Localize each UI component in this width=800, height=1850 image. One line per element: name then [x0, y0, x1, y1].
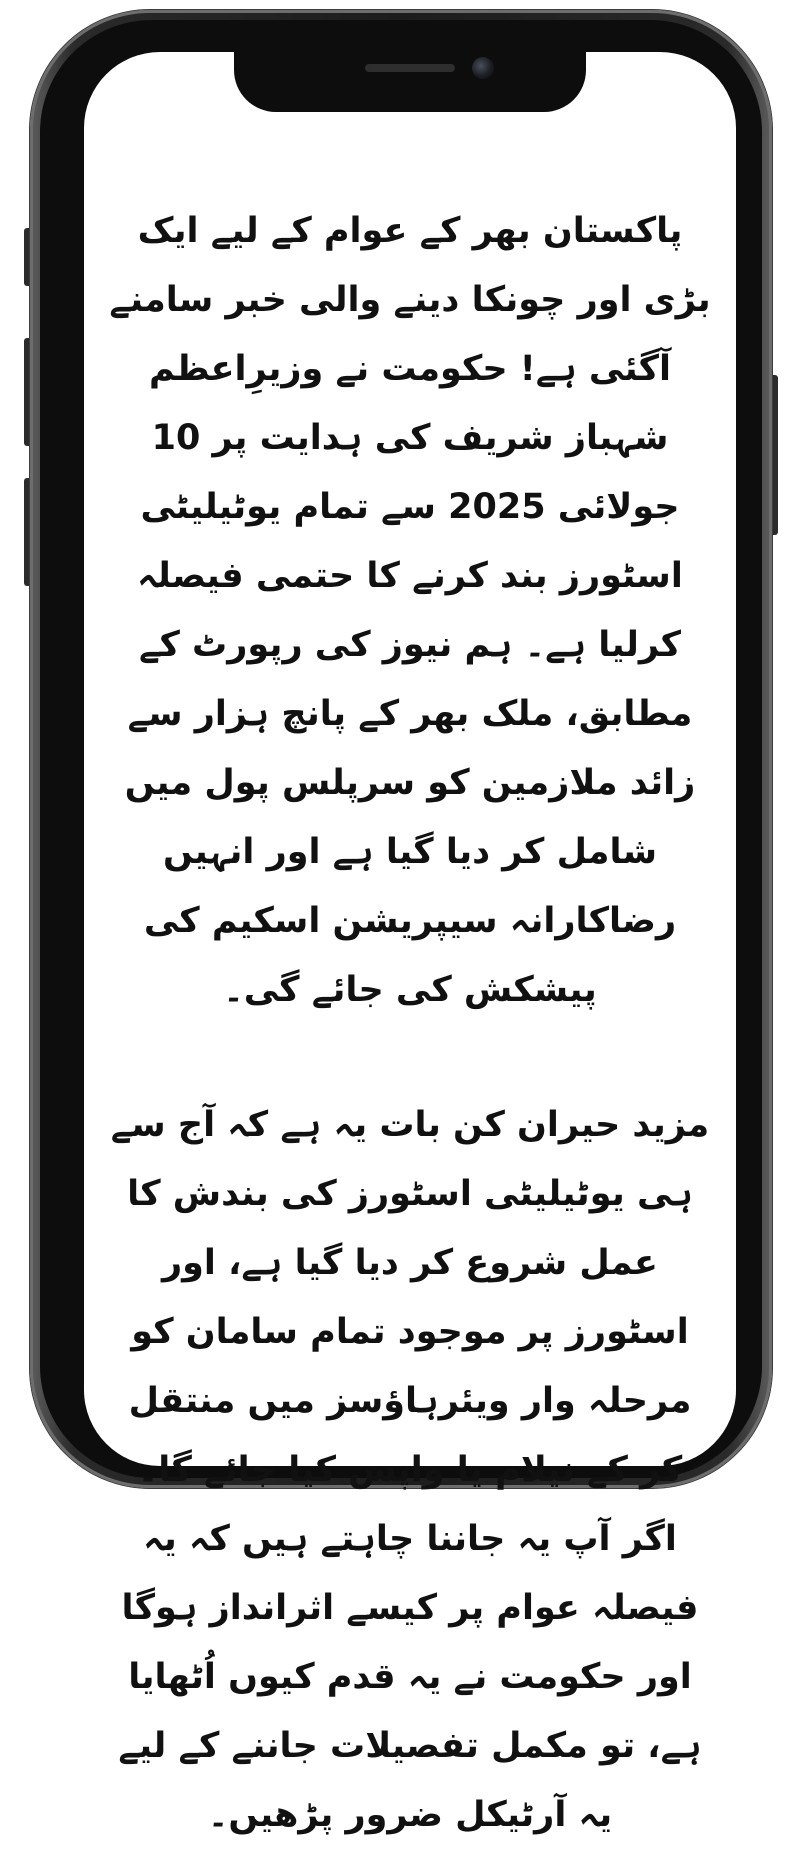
phone-screen — [84, 52, 736, 1835]
notch — [234, 50, 586, 112]
front-camera-icon — [472, 57, 494, 79]
article-body — [108, 197, 712, 1850]
phone-bezel — [40, 20, 762, 1835]
paragraph-spacer — [108, 1025, 712, 1091]
phone-frame — [30, 10, 772, 1835]
article-paragraph-1: پاکستان بھر کے عوام کے لیے ایک بڑی اور چونکا دینے والی خبر سامنے آگئی ہے! حکومت نے وزیرِاعظم شہباز شریف کی ہدایت پر 10 جولائی 2025 سے تمام یوٹیلیٹی اسٹورز بند کرنے کا حتمی فیصلہ کرلیا ہے۔ ہم نیوز کی رپورٹ کے مطابق، ملک بھر کے پانچ ہزار سے زائد ملازمین کو سرپلس پول میں شامل کر دیا گیا ہے اور انہیں رضاکارانہ سیپریشن اسکیم کی پیشکش کی جائے گی۔ — [109, 211, 711, 1010]
earpiece-speaker-icon — [365, 64, 455, 72]
article-paragraph-2: مزید حیران کن بات یہ ہے کہ آج سے ہی یوٹیلیٹی اسٹورز کی بندش کا عمل شروع کر دیا گیا ہے، اور اسٹورز پر موجود تمام سامان کو مرحلہ وار ویئرہاؤسز میں منتقل کر کے نیلام یا واپس کیا جائے گا۔ اگر آپ یہ جاننا چاہتے ہیں کہ یہ فیصلہ عوام پر کیسے اثرانداز ہوگا اور حکومت نے یہ قدم کیوں اُٹھایا ہے، تو مکمل تفصیلات جاننے کے لیے یہ آرٹیکل ضرور پڑھیں۔ — [110, 1105, 710, 1835]
